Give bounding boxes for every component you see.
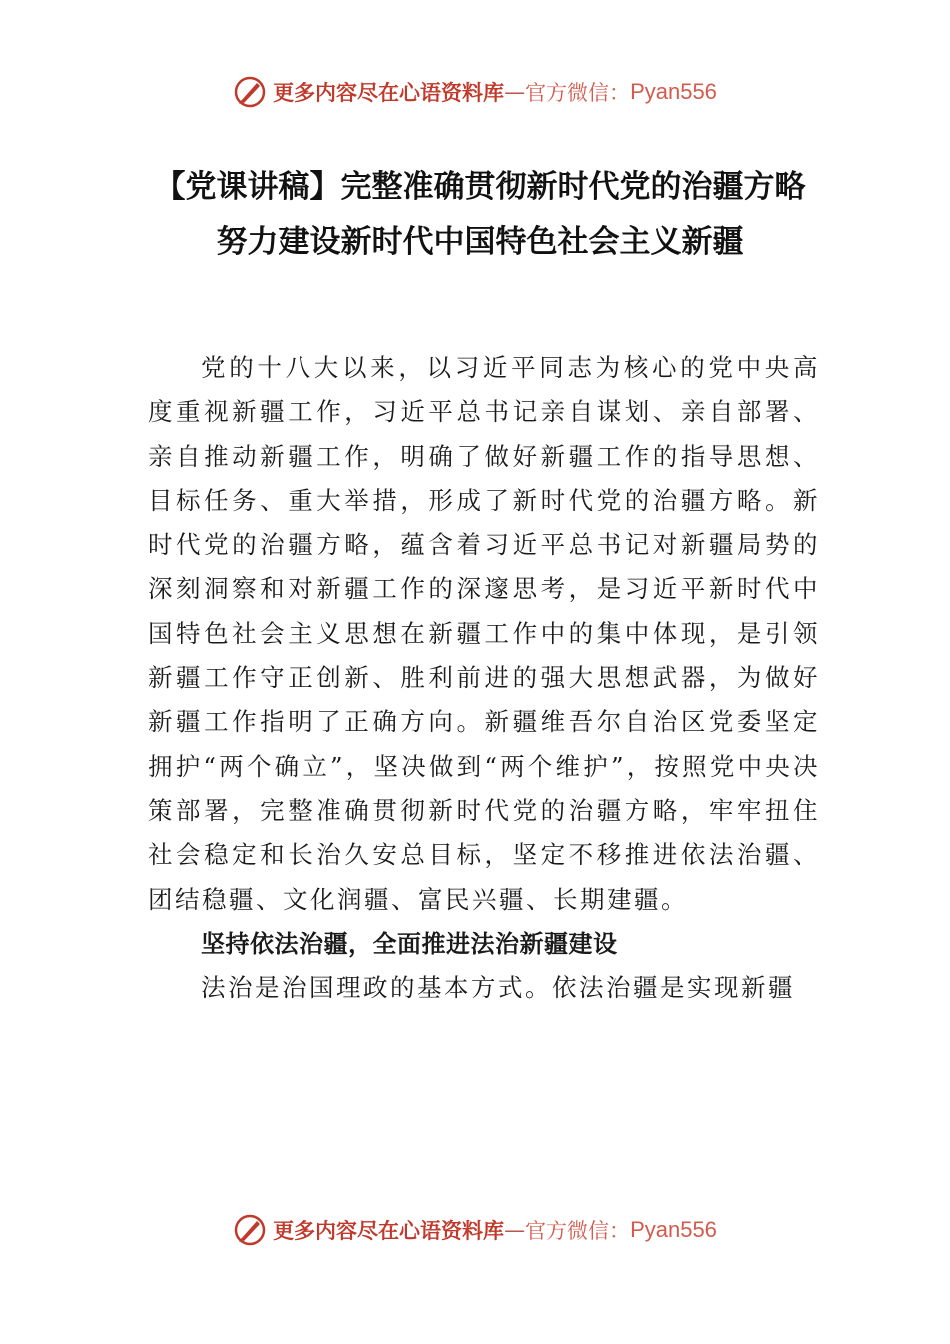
pen-logo-icon [233, 75, 267, 109]
pen-logo-icon [233, 1213, 267, 1247]
brand-name: 更多内容尽在心语资料库 [273, 1218, 505, 1243]
document-body [148, 346, 820, 1010]
banner-separator: — [504, 1218, 526, 1242]
section-paragraph: 法治是治国理政的基本方式。依法治疆是实现新疆 [201, 973, 795, 1003]
header-banner [0, 70, 950, 114]
section-heading: 坚持依法治疆，全面推进法治新疆建设 [201, 929, 618, 958]
banner-separator: — [504, 80, 526, 104]
footer-banner [0, 1208, 950, 1252]
wechat-label: 官方微信： [525, 1219, 631, 1243]
document-title: 【党课讲稿】完整准确贯彻新时代党的治疆方略 努力建设新时代中国特色社会主义新疆 [154, 169, 806, 260]
intro-paragraph: 党的十八大以来，以习近平同志为核心的党中央高度重视新疆工作，习近平总书记亲自谋划、亲自部署、亲自推动新疆工作，明确了做好新疆工作的指导思想、目标任务、重大举措，形成了新时代党的治疆方略。新时代党的治疆方略，蕴含着习近平总书记对新疆局势的深刻洞察和对新疆工作的深邃思考，是习近平新时代中国特色社会主义思想在新疆工作中的集中体现，是引领新疆工作守正创新、胜利前进的强大思想武器，为做好新疆工作指明了正确方向。新疆维吾尔自治区党委坚定拥护“两个确立”，坚决做到“两个维护”，按照党中央决策部署，完整准确贯彻新时代党的治疆方略，牢牢扭住社会稳定和长治久安总目标，坚定不移推进依法治疆、团结稳疆、文化润疆、富民兴疆、长期建疆。 [148, 353, 820, 914]
wechat-label: 官方微信： [525, 81, 631, 105]
brand-name: 更多内容尽在心语资料库 [273, 80, 505, 105]
wechat-id: Pyan556 [630, 79, 717, 104]
wechat-id: Pyan556 [630, 1217, 717, 1242]
